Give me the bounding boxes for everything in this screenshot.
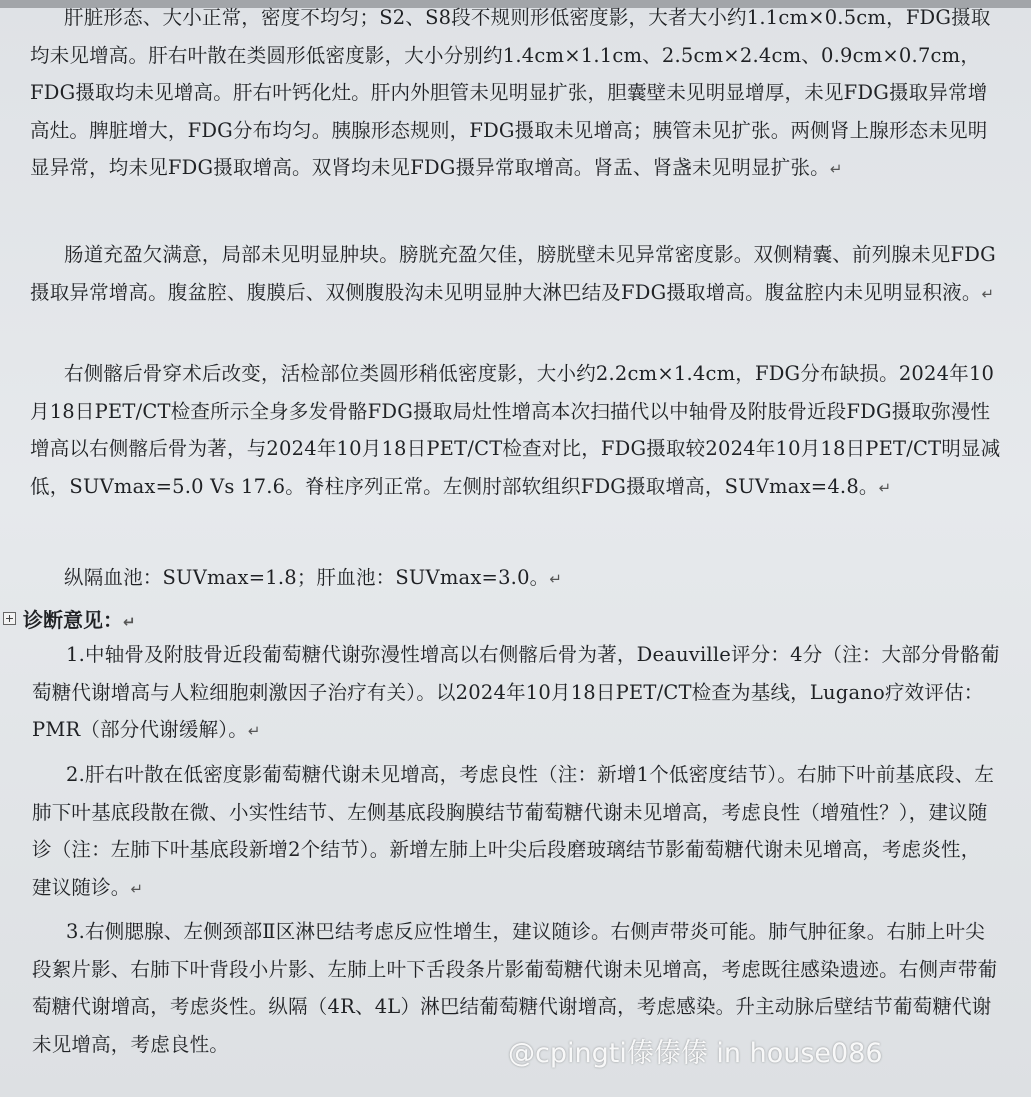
paragraph-liver-spleen-pancreas: 肝脏形态、大小正常，密度不均匀；S2、S8段不规则形低密度影，大者大小约1.1cm×0.5cm，FDG摄取均未见增高。肝右叶散在类圆形低密度影，大小分别约1.4cm×1.1cm、2.5cm×2.4cm、0.9cm×0.7cm，FDG摄取均未见增高。肝右叶钙化灶。肝内外胆管未见明显扩张，胆囊壁未见明显增厚，未见FDG摄取异常增高灶。脾脏增大，FDG分布均匀。胰腺形态规则，FDG摄取未见增高；胰管未见扩张。两侧肾上腺形态未见明显异常，均未见FDG摄取增高。双肾均未见FDG摄异常取增高。肾盂、肾盏未见明显扩张。↵ [30, 6, 991, 179]
paragraph-bowel-bladder: 肠道充盈欠满意，局部未见明显肿块。膀胱充盈欠佳，膀胱壁未见异常密度影。双侧精囊、前列腺未见FDG摄取异常增高。腹盆腔、腹膜后、双侧腹股沟未见明显肿大淋巴结及FDG摄取增高。腹盆腔内未见明显积液。↵ [30, 243, 996, 304]
paragraph-blood-pool: 纵隔血池：SUVmax=1.8；肝血池：SUVmax=3.0。↵ [64, 566, 563, 589]
paragraph-mark-icon: ↵ [247, 722, 261, 740]
diagnosis-heading: 诊断意见：↵ [23, 608, 136, 632]
paragraph-mark-icon: ↵ [981, 284, 995, 303]
diagnosis-item-3: 3.右侧腮腺、左侧颈部Ⅱ区淋巴结考虑反应性增生，建议随诊。右侧声带炎可能。肺气肿征象。右肺上叶尖段絮片影、右肺下叶背段小片影、左肺上叶下舌段条片影葡萄糖代谢未见增高，考虑既往感染遗迹。右侧声带葡萄糖代谢增高，考虑炎性。纵隔（4R、4L）淋巴结葡萄糖代谢增高，考虑感染。升主动脉后壁结节葡萄糖代谢未见增高，考虑良性。 [32, 920, 998, 1056]
diagnosis-item-1: 1.中轴骨及附肢骨近段葡萄糖代谢弥漫性增高以右侧髂后骨为著，Deauville评分：4分（注：大部分骨骼葡萄糖代谢增高与人粒细胞刺激因子治疗有关）。以2024年10月18日PET/CT检查为基线，Lugano疗效评估：PMR（部分代谢缓解）。↵ [32, 643, 1000, 741]
paragraph-mark-icon: ↵ [130, 879, 144, 898]
diagnosis-item-2: 2.肝右叶散在低密度影葡萄糖代谢未见增高，考虑良性（注：新增1个低密度结节）。右肺下叶前基底段、左肺下叶基底段散在微、小实性结节、左侧基底段胸膜结节葡萄糖代谢未见增高，考虑良性（增殖性？），建议随诊（注：左肺下叶基底段新增2个结节）。新增左肺上叶尖后段磨玻璃结节影葡萄糖代谢未见增高，考虑炎性，建议随诊。↵ [32, 763, 995, 899]
paragraph-mark-icon: ↵ [549, 570, 563, 588]
paragraph-mark-icon: ↵ [829, 160, 843, 178]
expand-plus-icon[interactable] [3, 612, 16, 625]
paragraph-mark-icon: ↵ [878, 478, 892, 497]
watermark: @cpingti傣傣傣 in house086 [508, 1038, 883, 1069]
paragraph-mark-icon: ↵ [123, 613, 136, 631]
paragraph-bone: 右侧髂后骨穿术后改变，活检部位类圆形稍低密度影，大小约2.2cm×1.4cm，FDG分布缺损。2024年10月18日PET/CT检查所示全身多发骨骼FDG摄取局灶性增高本次扫描代以中轴骨及附肢骨近段FDG摄取弥漫性增高以右侧髂后骨为著，与2024年10月18日PET/CT检查对比，FDG摄取较2024年10月18日PET/CT明显减低，SUVmax=5.0 Vs 17.6。脊柱序列正常。左侧肘部软组织FDG摄取增高，SUVmax=4.8。↵ [30, 362, 1001, 498]
